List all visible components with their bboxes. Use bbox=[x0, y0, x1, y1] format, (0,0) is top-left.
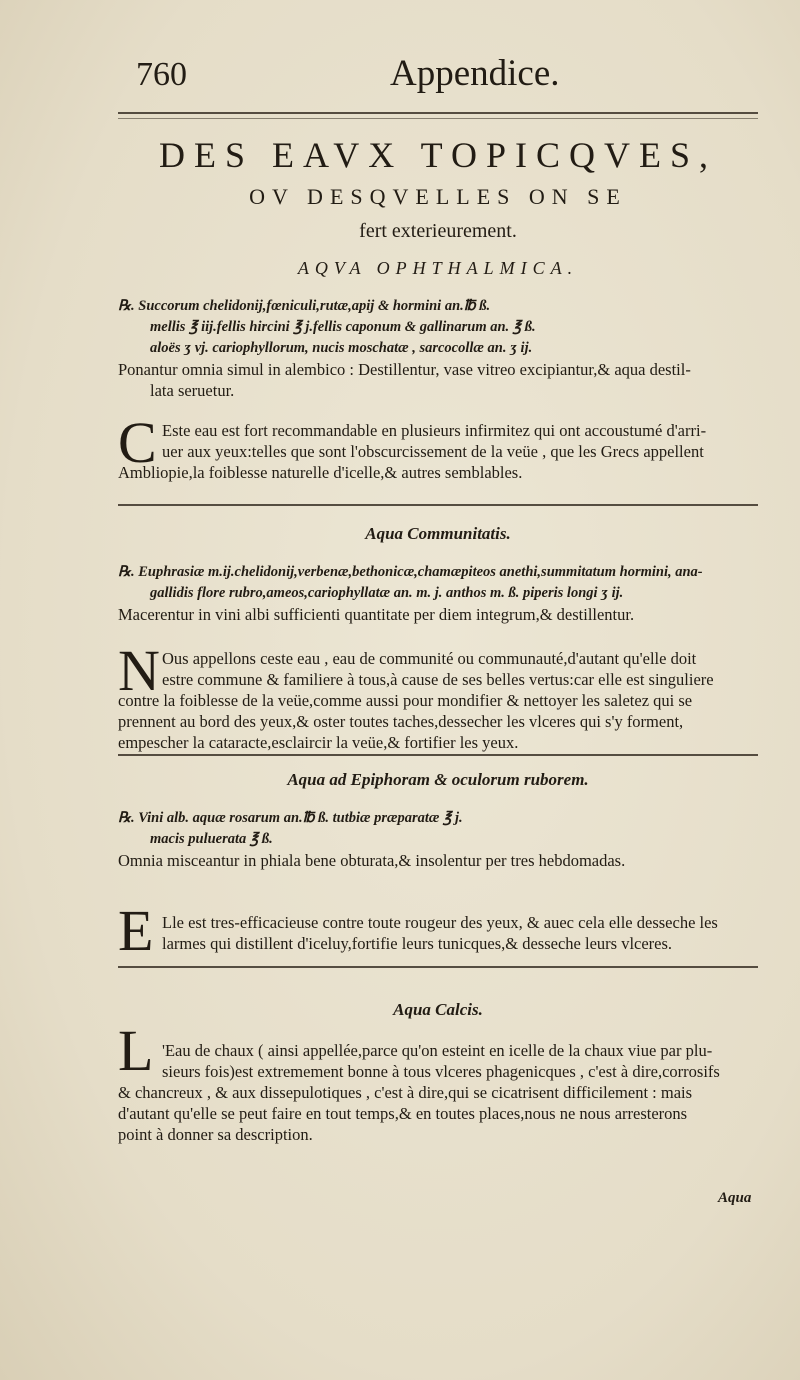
page-number: 760 bbox=[136, 56, 187, 93]
recipe bbox=[118, 808, 754, 871]
recipe-line: macis puluerata ℥ ß. bbox=[150, 831, 273, 847]
directions-line: Macerentur in vini albi sufficienti quantitate per diem integrum,& destillentur. bbox=[118, 605, 635, 624]
recipe-line: mellis ℥ iij.fellis hircini ℥ j.fellis caponum & gallinarum an. ℥ ß. bbox=[150, 319, 536, 335]
commentary-line: Ambliopie,la foiblesse naturelle d'icelle,& autres semblables. bbox=[118, 463, 523, 482]
commentary bbox=[118, 912, 754, 954]
commentary-line: d'autant qu'elle se peut faire en tout temps,& en toutes places,nous ne nous arresterons bbox=[118, 1104, 688, 1123]
commentary bbox=[118, 1040, 754, 1145]
recipe-line: aloës ʒ vj. cariophyllorum, nucis moschatæ , sarcocollæ an. ʒ ij. bbox=[150, 340, 533, 356]
commentary-line: uer aux yeux:telles que sont l'obscurcissement de la veüe , que les Grecs appellent bbox=[162, 442, 704, 461]
commentary-line: & chancreux , & aux dissepulotiques , c'est à dire,qui se cicatrisent difficilement : mais bbox=[118, 1083, 693, 1102]
drop-cap: C bbox=[118, 410, 157, 475]
recipe-line: ℞. Euphrasiæ m.ij.chelidonij,verbenæ,bethonicæ,chamæpiteos anethi,summitatum hormini, ana- bbox=[118, 564, 703, 580]
commentary-line: sieurs fois)est extremement bonne à tous vlceres phagenicques , c'est à dire,corrosifs bbox=[162, 1062, 720, 1081]
header-rule-thin bbox=[118, 118, 758, 119]
commentary-line: prennent au bord des yeux,& oster toutes taches,dessecher les vlceres qui s'y forment, bbox=[118, 712, 684, 731]
commentary-line: larmes qui distillent d'iceluy,fortifie leurs tunicques,& desseche leurs vlceres. bbox=[162, 934, 673, 953]
entry-title: Aqua Communitatis. bbox=[365, 524, 511, 543]
section-title: DES EAVX TOPICQVES, bbox=[158, 135, 718, 175]
commentary-line: Ous appellons ceste eau , eau de communité ou communauté,d'autant qu'elle doit bbox=[162, 649, 697, 668]
header-rule bbox=[118, 112, 758, 114]
commentary-line: 'Eau de chaux ( ainsi appellée,parce qu'on esteint en icelle de la chaux viue par plu- bbox=[162, 1041, 713, 1060]
entry-title: AQVA OPHTHALMICA. bbox=[297, 258, 579, 278]
section-subtitle-2: fert exterieurement. bbox=[359, 220, 517, 242]
section-divider bbox=[118, 754, 758, 756]
commentary-line: empescher la cataracte,esclaircir la veüe,& fortifier les yeux. bbox=[118, 733, 519, 752]
directions-line: lata seruetur. bbox=[150, 381, 235, 400]
commentary-line: point à donner sa description. bbox=[118, 1125, 313, 1144]
commentary-line: estre commune & familiere à tous,à cause de ses belles vertus:car elle est singuliere bbox=[162, 670, 714, 689]
page-header bbox=[128, 52, 748, 102]
drop-cap: N bbox=[118, 638, 160, 703]
recipe bbox=[118, 562, 754, 625]
commentary-line: Lle est tres-efficacieuse contre toute rougeur des yeux, & auec cela elle desseche les bbox=[162, 913, 718, 932]
commentary-line: contre la foiblesse de la veüe,comme aussi pour mondifier & nettoyer les saletez qui se bbox=[118, 691, 693, 710]
recipe-line: ℞. Vini alb. aquæ rosarum an.℔ ß. tutbiæ præparatæ ℥ j. bbox=[118, 810, 463, 826]
directions-line: Ponantur omnia simul in alembico : Destillentur, vase vitreo excipiantur,& aqua destil- bbox=[118, 360, 691, 379]
drop-cap: E bbox=[118, 898, 154, 963]
directions-line: Omnia misceantur in phiala bene obturata,& insolentur per tres hebdomadas. bbox=[118, 851, 626, 870]
section-divider bbox=[118, 966, 758, 968]
entry-title: Aqua Calcis. bbox=[393, 1000, 483, 1019]
recipe-line: gallidis flore rubro,ameos,cariophyllatæ an. m. j. anthos m. ß. piperis longi ʒ ij. bbox=[150, 585, 624, 601]
section-subtitle: OV DESQVELLES ON SE bbox=[249, 184, 627, 209]
commentary-line: Este eau est fort recommandable en plusieurs infirmitez qui ont accoustumé d'arri- bbox=[162, 421, 707, 440]
catchword: Aqua bbox=[718, 1190, 752, 1206]
running-head: Appendice. bbox=[390, 53, 560, 94]
recipe-line: ℞. Succorum chelidonij,fœniculi,rutæ,apij & hormini an.℔ ß. bbox=[118, 298, 491, 314]
section-divider bbox=[118, 504, 758, 506]
drop-cap: L bbox=[118, 1018, 154, 1083]
commentary bbox=[118, 410, 754, 483]
recipe bbox=[118, 296, 754, 401]
entry-title: Aqua ad Epiphoram & oculorum ruborem. bbox=[287, 770, 589, 789]
commentary bbox=[118, 638, 754, 753]
